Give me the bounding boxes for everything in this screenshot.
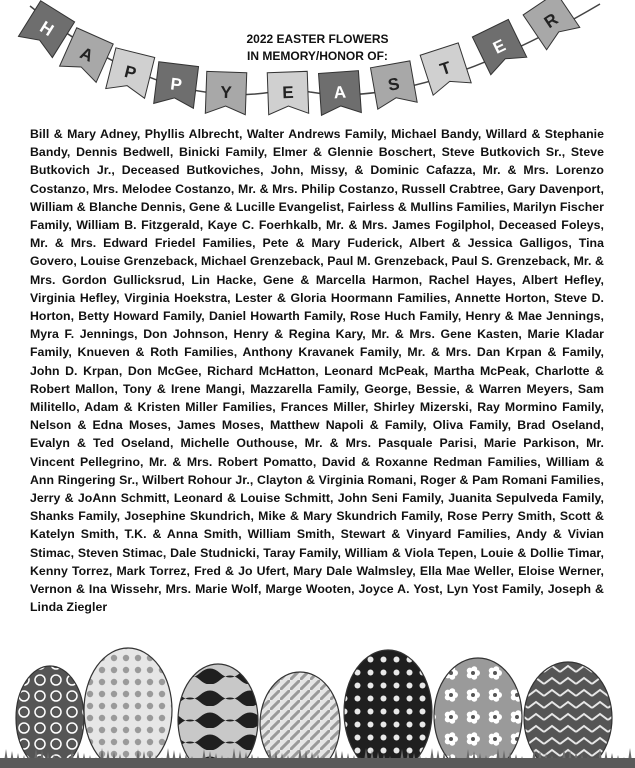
easter-egg (344, 650, 432, 768)
bunting-letter: T (437, 57, 454, 80)
happy-easter-bunting (0, 0, 635, 130)
bunting-flag (267, 71, 308, 114)
bunting-letter: S (386, 74, 401, 95)
easter-eggs-decoration (0, 640, 635, 768)
bunting-letter: E (490, 35, 509, 58)
title-line-1: 2022 EASTER FLOWERS (246, 32, 389, 46)
easter-egg (524, 662, 612, 768)
bunting-letter: R (540, 9, 562, 33)
bunting-letter: Y (220, 82, 233, 103)
bunting-flag (370, 61, 417, 109)
easter-egg (434, 658, 522, 768)
grass-base (0, 758, 635, 768)
bunting-letter: A (77, 43, 97, 66)
title-line-2: IN MEMORY/HONOR OF: (247, 49, 388, 63)
easter-egg (84, 648, 172, 768)
bunting-flag (154, 62, 199, 109)
bunting-letter: P (169, 74, 183, 95)
bunting-letter: A (333, 82, 347, 103)
bunting-letter: P (122, 61, 139, 84)
flyer-title (0, 31, 635, 65)
memorial-names-list: Bill & Mary Adney, Phyllis Albrecht, Walter Andrews Family, Michael Bandy, Willard & Stephanie Bandy, Dennis Bedwell, Binicki Family, Elmer & Glennie Boschert, Steve Butkovich Sr., Steve Butkovich Jr., Deceased Butkoviches, John, Missy, & Dominic Cafazza, Mr. & Mrs. Lorenzo Costanzo, Mrs. Melodee Costanzo, Mr. & Mrs. Philip Costanzo, Russell Crabtree, Gary Davenport, William & Blanche Dennis, Gene & Lucille Evangelist, Fairless & Mullins Families, Marilyn Fischer Family, William B. Fitzgerald, Kaye C. Foerhkalb, Mr. & Mrs. James Fogilphol, Deceased Foleys, Mr. & Mrs. Edward Friedel Families, Pete & Mary Fuderick, Albert & Jessica Galligos, Tina Govero, Louise Grenzeback, Michael Grenzeback, Paul M. Grenzeback, Paul S. Grenzeback, Mr. & Mrs. Gordon Gullicksrud, Lin Hacke, Gene & Marcella Harmon, Rachel Hayes, Albert Hefley, Virginia Hefley, Virginia Hoekstra, Lester & Gloria Hoormann Families, Annette Horton, Steve D. Horton, Betty Howard Family, Daniel Howarth Family, Rose Huch Family, Henry & Mae Jennings, Myra F. Jennings, Don Johnson, Henry & Regina Kary, Mr. & Mrs. Gene Kasten, Marie Kladar Family, Knueven & Roth Families, Anthony Kravanek Family, Mr. & Mrs. Dan Krpan & Family, John D. Krpan, Don McGee, Richard McHatton, Leonard McPeak, Martha McPeak, Charlotte & Robert Mallon, Tony & Irene Mangi, Mazzarella Family, George, Bessie, & Warren Meyers, Sam Militello, Adam & Kristen Miller Families, Frances Miller, Shirley Mizerski, Ray Mormino Family, Nelson & Edna Moses, James Moses, Matthew Napoli & Family, Oliva Family, Brad Oseland, Evalyn & Ted Oseland, Michelle Outhouse, Mr. & Mrs. Pasquale Parisi, Marie Parkison, Mr. Vincent Pellegrino, Mr. & Mrs. Robert Pomatto, David & Roxanne Redman Families, William & Ann Ringering Sr., Wilbert Rohour Jr., Clayton & Virginia Romani, Roger & Pam Romani Families, Jerry & JoAnn Schmitt, Leonard & Louise Schmitt, John Seni Family, Juanita Sepulveda Family, Shanks Family, Josephine Skundrich, Mike & Mary Skundrich Family, Rose Perry Smith, Scott & Katelyn Smith, T.K. & Anna Smith, William Smith, Stewart & Vinyard Families, Andy & Vivian Stimac, Steven Stimac, Dale Studnicki, Taray Family, William & Viola Tepen, Louie & Dollie Timar, Kenny Torrez, Mark Torrez, Fred & Jo Ufert, Mary Dale Walmsley, Ella Mae Weller, Eloise Werner, Vernon & Ina Wissehr, Mrs. Marie Wolf, Marge Wooten, Joyce A. Yost, Lyn Yost Family, Joseph & Linda Ziegler (30, 127, 604, 615)
bunting-letter: H (36, 17, 58, 41)
bunting-flag (319, 71, 362, 116)
easter-egg (16, 666, 84, 768)
bunting-flag (205, 71, 246, 114)
bunting-letter: E (281, 82, 294, 103)
